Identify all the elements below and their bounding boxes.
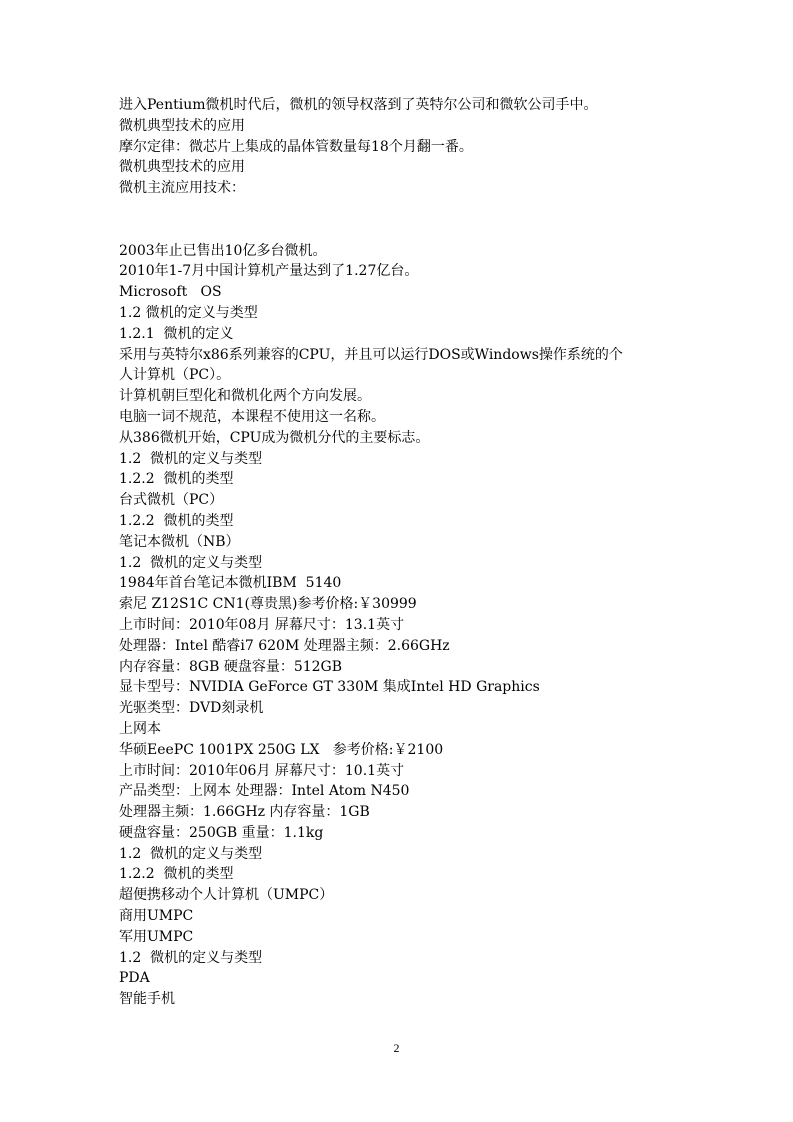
section-heading: 1.2 微机的定义与类型 [119,304,258,321]
text-line: 军用UMPC [119,928,194,945]
section-heading: 1.2 微机的定义与类型 [119,949,263,966]
text-line: 进入Pentium微机时代后，微机的领导权落到了英特尔公司和微软公司手中。 [119,97,598,113]
text-line: 硬盘容量：250GB 重量：1.1kg [119,824,324,841]
text-line: 1984年首台笔记本微机IBM 5140 [119,575,342,592]
text-line: 电脑一词不规范，本课程不使用这一名称。 [119,408,385,425]
text-line: 处理器：Intel 酷睿i7 620M 处理器主频：2.66GHz [119,637,450,654]
blank-line [119,220,679,241]
blank-line [119,199,679,220]
text-line: 上市时间：2010年08月 屏幕尺寸：13.1英寸 [119,616,405,633]
page-number: 2 [393,1041,400,1055]
text-line: 光驱类型：DVD刻录机 [119,700,264,717]
text-line: 商用UMPC [119,908,194,925]
section-heading: 1.2 微机的定义与类型 [119,845,263,862]
text-line: 内存容量：8GB 硬盘容量：512GB [119,658,343,675]
text-line: 超便携移动个人计算机（UMPC） [119,887,334,904]
subsection-heading: 1.2.1 微机的定义 [119,325,234,342]
text-line: 智能手机 [119,991,175,1008]
text-line: 2010年1-7月中国计算机产量达到了1.27亿台。 [119,263,419,280]
text-line: 显卡型号：NVIDIA GeForce GT 330M 集成Intel HD Graphics [119,679,540,696]
text-line: 2003年止已售出10亿多台微机。 [119,242,327,259]
text-line: 摩尔定律：微芯片上集成的晶体管数量每18个月翻一番。 [119,138,473,155]
text-line: 处理器主频：1.66GHz 内存容量：1GB [119,804,370,821]
document-body [119,95,679,1010]
text-line: Microsoft OS [119,284,222,301]
text-line: 微机主流应用技术： [119,180,245,197]
section-heading: 1.2 微机的定义与类型 [119,450,263,467]
text-line: 台式微机（PC） [119,492,224,509]
subsection-heading: 1.2.2 微机的类型 [119,866,234,883]
text-line: 微机典型技术的应用 [119,117,245,134]
section-heading: 1.2 微机的定义与类型 [119,554,263,571]
subsection-heading: 1.2.2 微机的类型 [119,471,234,488]
text-line: 笔记本微机（NB） [119,533,240,550]
text-line: 华硕EeePC 1001PX 250G LX 参考价格:￥2100 [119,741,444,758]
subsection-heading: 1.2.2 微机的类型 [119,512,234,529]
text-line: 采用与英特尔x86系列兼容的CPU，并且可以运行DOS或Windows操作系统的个 [119,346,623,363]
text-line: 产品类型：上网本 处理器：Intel Atom N450 [119,783,410,800]
text-line: 计算机朝巨型化和微机化两个方向发展。 [119,388,371,405]
text-line: 微机典型技术的应用 [119,159,245,176]
text-line: 索尼 Z12S1C CN1(尊贵黑)参考价格:￥30999 [119,596,417,613]
text-line: 上网本 [119,720,161,737]
text-line: 上市时间：2010年06月 屏幕尺寸：10.1英寸 [119,762,405,779]
text-line: 人计算机（PC）。 [119,367,231,384]
text-line: 从386微机开始，CPU成为微机分代的主要标志。 [119,429,430,446]
text-line: PDA [119,970,150,987]
